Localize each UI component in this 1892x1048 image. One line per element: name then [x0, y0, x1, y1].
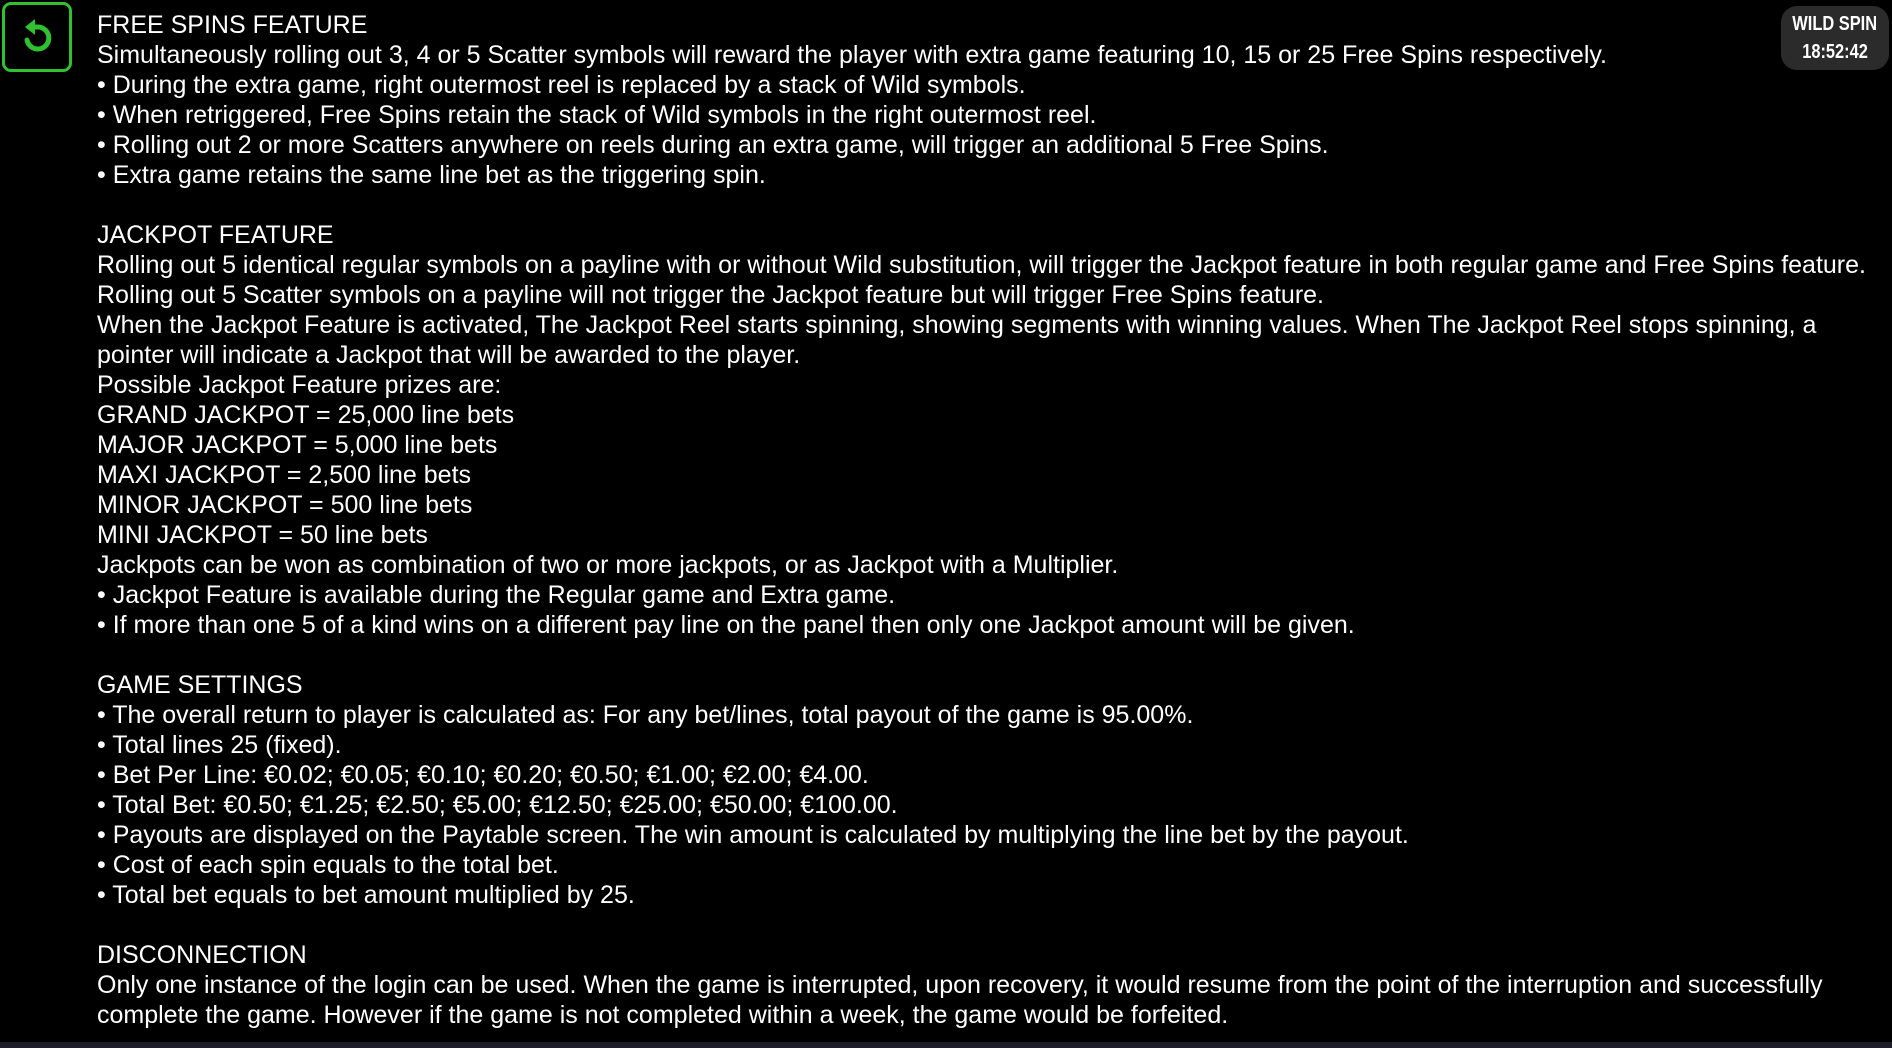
jackpot-section [97, 220, 1877, 640]
text-line: Rolling out 5 identical regular symbols on a payline with or without Wild substitution, will trigger the Jackpot feature in both regular game and Free Spins feature. [97, 251, 1866, 279]
help-content[interactable] [97, 10, 1877, 1030]
free-spins-section [97, 10, 1877, 190]
jackpot-prize-minor: MINOR JACKPOT = 500 line bets [97, 491, 473, 519]
text-line: Jackpots can be won as combination of two or more jackpots, or as Jackpot with a Multiplier. [97, 551, 1119, 579]
section-heading: GAME SETTINGS [97, 671, 303, 699]
bullet-line: • Payouts are displayed on the Paytable screen. The win amount is calculated by multiplying the line bet by the payout. [97, 821, 1409, 849]
bullet-line: • Total Bet: €0.50; €1.25; €2.50; €5.00; €12.50; €25.00; €50.00; €100.00. [97, 791, 898, 819]
back-button[interactable] [2, 2, 72, 72]
text-line: Simultaneously rolling out 3, 4 or 5 Scatter symbols will reward the player with extra game featuring 10, 15 or 25 Free Spins respectively. [97, 41, 1607, 69]
jackpot-prize-major: MAJOR JACKPOT = 5,000 line bets [97, 431, 498, 459]
text-line: Possible Jackpot Feature prizes are: [97, 371, 502, 399]
section-heading: DISCONNECTION [97, 941, 307, 969]
bullet-line: • Rolling out 2 or more Scatters anywhere on reels during an extra game, will trigger an additional 5 Free Spins. [97, 131, 1329, 159]
text-line: When the Jackpot Feature is activated, The Jackpot Reel starts spinning, showing segments with winning values. When The Jackpot Reel stops spinning, a pointer will indicate a Jackpot that will be awarded to the player. [97, 311, 1817, 369]
clock: 18:52:42 [1802, 41, 1868, 63]
bullet-line: • Extra game retains the same line bet as the triggering spin. [97, 161, 766, 189]
text-line: Only one instance of the login can be used. When the game is interrupted, upon recovery, it would resume from the point of the interruption and successfully complete the game. However if the game is not completed within a week, the game would be forfeited. [97, 971, 1823, 1029]
bullet-line: • When retriggered, Free Spins retain the stack of Wild symbols in the right outermost reel. [97, 101, 1097, 129]
bottom-bar [0, 1042, 1892, 1048]
bullet-line: • Jackpot Feature is available during the Regular game and Extra game. [97, 581, 896, 609]
bullet-line: • Total lines 25 (fixed). [97, 731, 342, 759]
jackpot-prize-maxi: MAXI JACKPOT = 2,500 line bets [97, 461, 472, 489]
bullet-line: • Bet Per Line: €0.02; €0.05; €0.10; €0.20; €0.50; €1.00; €2.00; €4.00. [97, 761, 869, 789]
jackpot-prize-grand: GRAND JACKPOT = 25,000 line bets [97, 401, 515, 429]
bullet-line: • If more than one 5 of a kind wins on a different pay line on the panel then only one Jackpot amount will be given. [97, 611, 1355, 639]
disconnection-section [97, 940, 1877, 1030]
bullet-line: • During the extra game, right outermost reel is replaced by a stack of Wild symbols. [97, 71, 1026, 99]
bullet-line: • Cost of each spin equals to the total bet. [97, 851, 559, 879]
game-title: WILD SPIN [1792, 13, 1878, 35]
section-heading: JACKPOT FEATURE [97, 221, 334, 249]
section-heading: FREE SPINS FEATURE [97, 11, 368, 39]
jackpot-prize-mini: MINI JACKPOT = 50 line bets [97, 521, 428, 549]
text-line: Rolling out 5 Scatter symbols on a payline will not trigger the Jackpot feature but will trigger Free Spins feature. [97, 281, 1325, 309]
undo-arrow-icon [15, 15, 59, 59]
bullet-line: • The overall return to player is calculated as: For any bet/lines, total payout of the game is 95.00%. [97, 701, 1194, 729]
bullet-line: • Total bet equals to bet amount multiplied by 25. [97, 881, 635, 909]
game-settings-section [97, 670, 1877, 910]
